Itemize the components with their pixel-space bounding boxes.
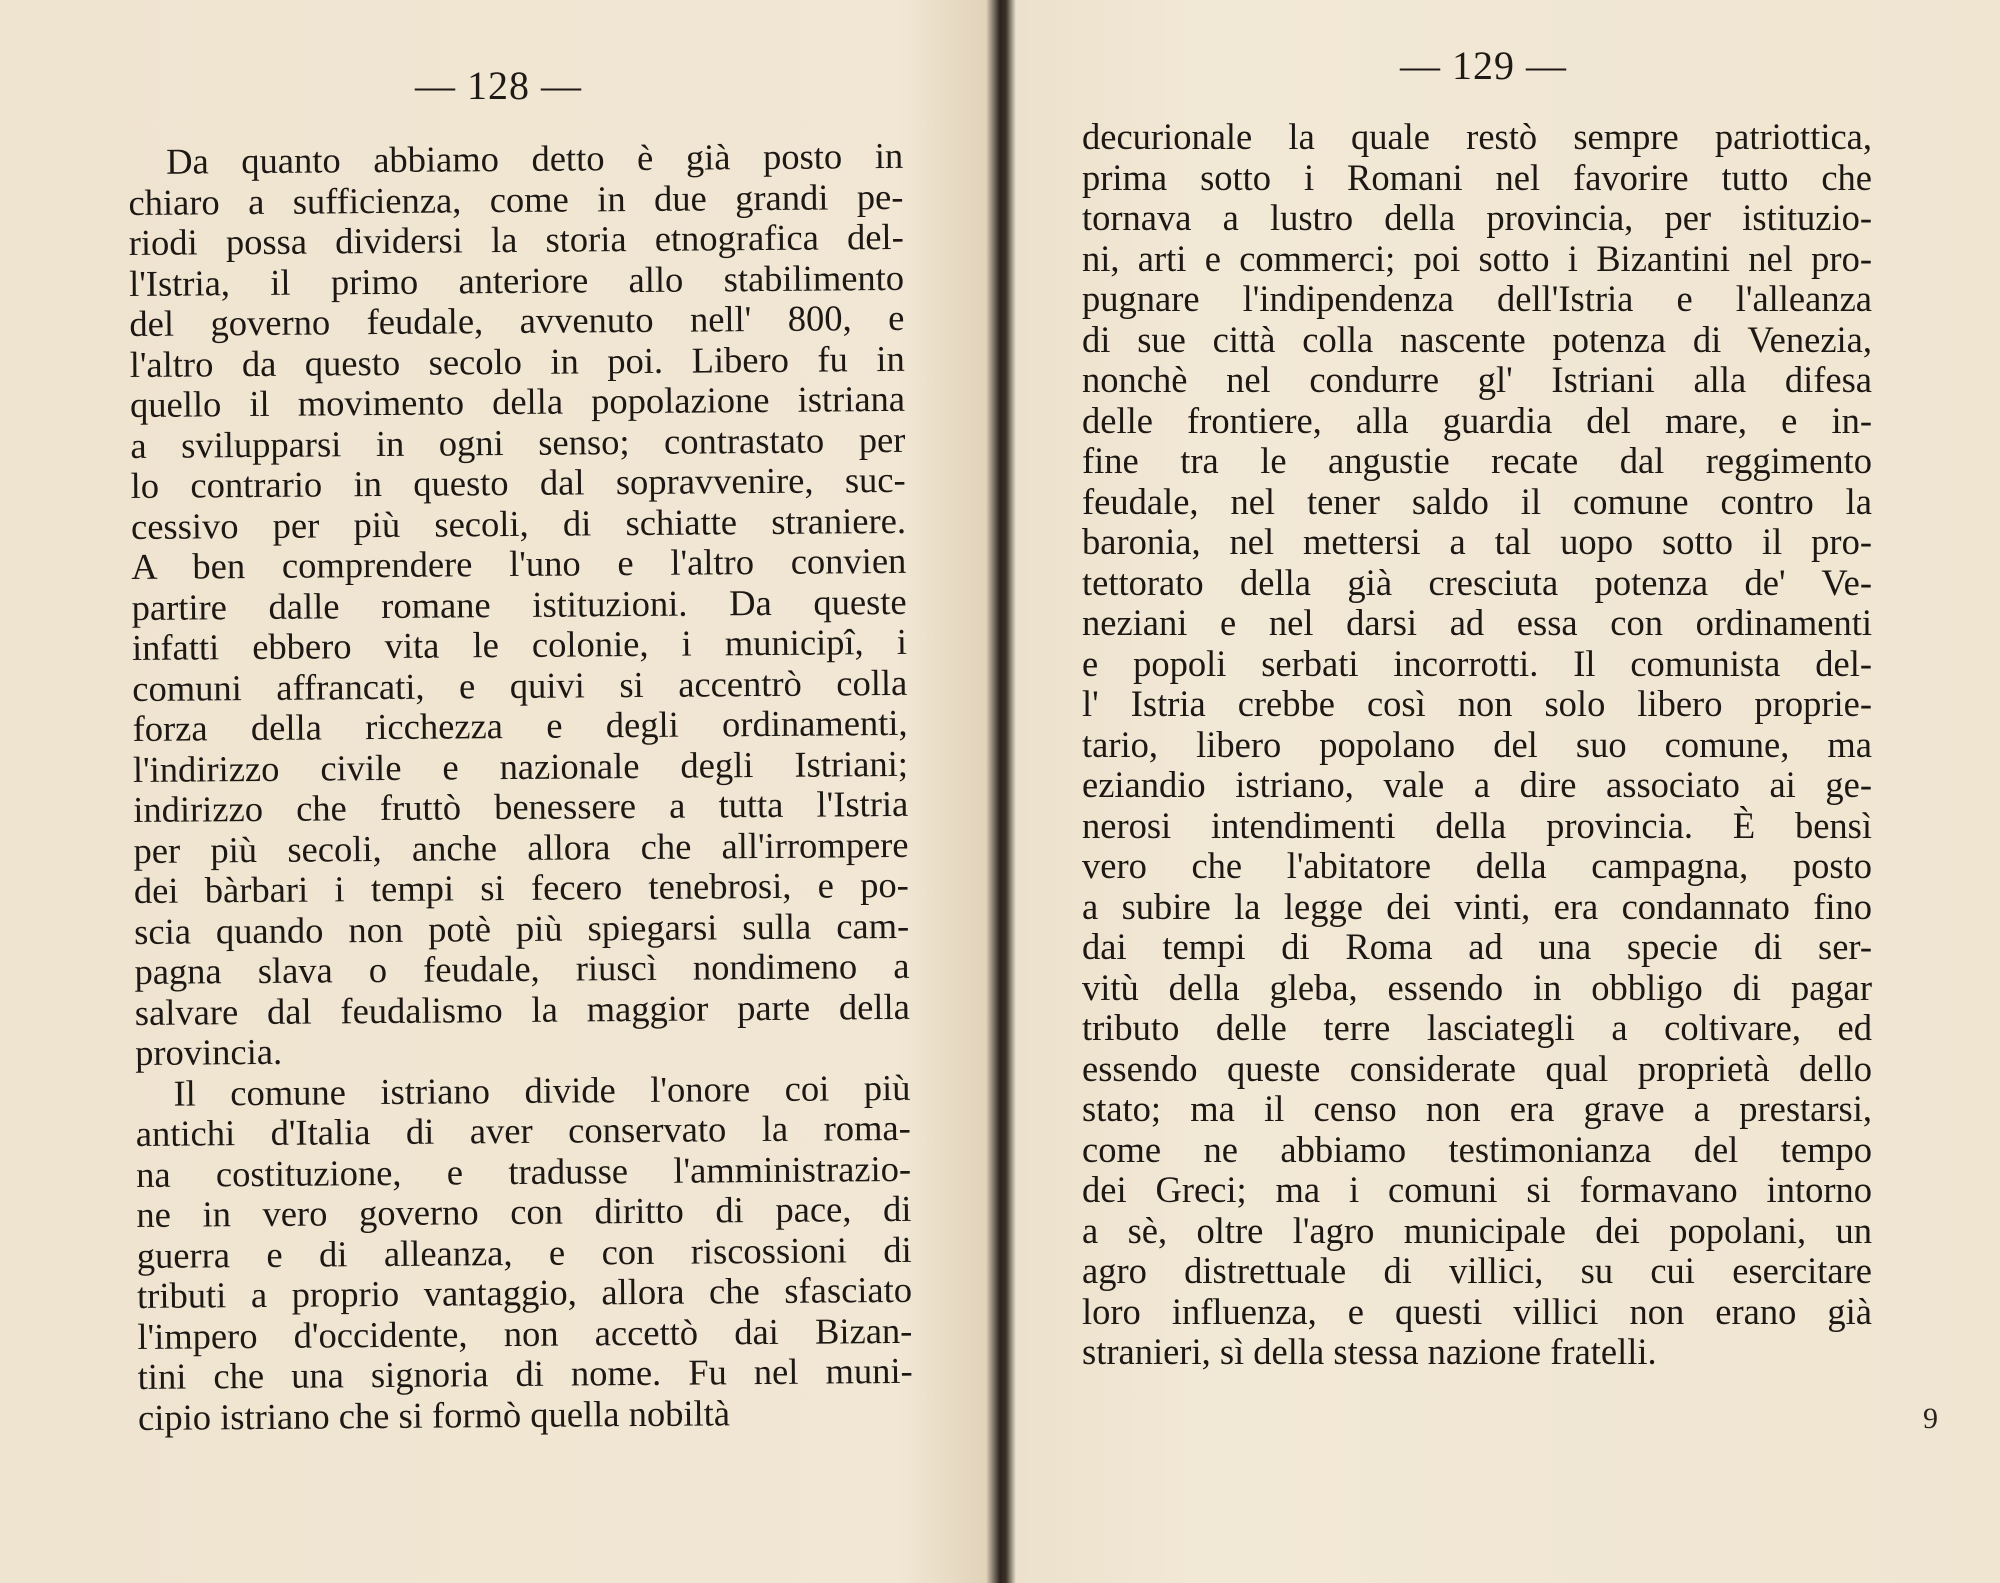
text-line: loro influenza, e questi villici non erano già <box>1082 1290 1872 1332</box>
text-line: antichi d'Italia di aver conservato la roma- <box>135 1106 911 1154</box>
text-line: l'impero d'occidente, non accettò dai Bizan- <box>137 1309 913 1357</box>
text-line: del governo feudale, avvenuto nell' 800, e <box>129 296 905 344</box>
text-line: partire dalle romane istituzioni. Da queste <box>131 580 907 628</box>
text-line: provincia. <box>134 1030 283 1073</box>
text-line: e popoli serbati incorrotti. Il comunista del- <box>1082 642 1872 684</box>
text-line: agro distrettuale di villici, su cui esercitare <box>1082 1250 1872 1291</box>
text-line: forza della ricchezza e degli ordinamenti, <box>132 701 908 749</box>
text-line: per più secoli, anche allora che all'irrompere <box>133 823 909 871</box>
text-line: tributi a proprio vantaggio, allora che sfasciato <box>136 1268 913 1316</box>
text-line: a subire la legge dei vinti, era condannato fino <box>1082 885 1872 927</box>
text-line: Il comune istriano divide l'onore coi più <box>173 1066 911 1114</box>
text-line: di sue città colla nascente potenza di Venezia, <box>1082 318 1872 360</box>
text-line: l' Istria crebbe così non solo libero proprie- <box>1082 683 1872 724</box>
text-line: essendo queste considerate qual proprietà dello <box>1082 1047 1872 1089</box>
text-line: stranieri, sì della stessa nazione fratelli. <box>1082 1331 1657 1372</box>
text-line: tornava a lustro della provincia, per istituzio- <box>1082 197 1872 238</box>
text-line: nerosi intendimenti della provincia. È bensì <box>1082 804 1872 846</box>
text-line: tributo delle terre lasciategli a coltivare, ed <box>1082 1007 1872 1048</box>
text-line: l'indirizzo civile e nazionale degli Istriani; <box>132 742 909 790</box>
text-line: cessivo per più secoli, di schiatte straniere. <box>130 499 907 547</box>
text-line: tario, libero popolano del suo comune, ma <box>1082 723 1872 765</box>
text-line: l'altro da questo secolo in poi. Libero fu in <box>129 337 905 385</box>
body-text <box>1082 117 1872 1373</box>
page-number: — 129 — <box>1400 43 1567 88</box>
body-text <box>128 136 913 1438</box>
text-line: lo contrario in questo dal sopravvenire, suc- <box>130 458 906 506</box>
text-line: ni, arti e commerci; poi sotto i Bizantini nel pro- <box>1082 237 1872 279</box>
text-line: quello il movimento della popolazione istriana <box>129 377 906 425</box>
text-line: nonchè nel condurre gl' Istriani alla difesa <box>1082 359 1872 400</box>
text-line: tettorato della già cresciuta potenza de' Ve- <box>1082 561 1872 603</box>
text-line: riodi possa dividersi la storia etnografica del- <box>128 215 904 263</box>
text-line: feudale, nel tener saldo il comune contro la <box>1082 480 1872 522</box>
text-line: na costituzione, e tradusse l'amministrazio- <box>135 1147 912 1195</box>
text-line: salvare dal feudalismo la maggior parte della <box>134 985 910 1033</box>
text-line: Da quanto abbiamo detto è già posto in <box>165 134 904 182</box>
text-line: vero che l'abitatore della campagna, posto <box>1082 845 1872 886</box>
text-line: A ben comprendere l'uno e l'altro convien <box>131 539 907 587</box>
text-line: dei bàrbari i tempi si fecero tenebrosi, e po- <box>133 863 910 911</box>
text-line: pagna slava o feudale, riuscì nondimeno a <box>134 944 910 992</box>
text-line: pugnare l'indipendenza dell'Istria e l'alleanza <box>1082 278 1872 319</box>
text-line: chiaro a sufficienza, come in due grandi pe- <box>128 175 904 223</box>
text-line: baronia, nel mettersi a tal uopo sotto il pro- <box>1082 521 1872 562</box>
text-line: tini che una signoria di nome. Fu nel muni- <box>137 1349 913 1397</box>
text-line: a svilupparsi in ogni senso; contrastato per <box>130 418 906 466</box>
text-line: come ne abbiamo testimonianza del tempo <box>1082 1128 1872 1170</box>
text-line: dei Greci; ma i comuni si formavano intorno <box>1082 1169 1872 1210</box>
text-line: decurionale la quale restò sempre patriottica, <box>1082 116 1872 157</box>
text-line: scia quando non potè più spiegarsi sulla cam- <box>134 904 910 952</box>
page-number: — 128 — <box>415 63 582 108</box>
text-line: ne in vero governo con diritto di pace, di <box>136 1187 912 1235</box>
text-line: guerra e di alleanza, e con riscossioni di <box>136 1228 912 1276</box>
text-line: stato; ma il censo non era grave a prestarsi, <box>1082 1088 1872 1129</box>
text-line: fine tra le angustie recate dal reggimento <box>1082 440 1872 481</box>
text-line: eziandio istriano, vale a dire associato ai ge- <box>1082 764 1872 805</box>
text-line: cipio istriano che si formò quella nobiltà <box>137 1391 731 1438</box>
text-line: infatti ebbero vita le colonie, i municipî, i <box>131 620 908 668</box>
text-line: indirizzo che fruttò benessere a tutta l'Istria <box>133 782 909 830</box>
left-page <box>0 0 990 1583</box>
text-line: delle frontiere, alla guardia del mare, e in- <box>1082 399 1872 441</box>
text-line: l'Istria, il primo anteriore allo stabilimento <box>128 256 905 304</box>
signature-mark: 9 <box>1923 1402 1938 1435</box>
text-line: neziani e nel darsi ad essa con ordinamenti <box>1082 602 1872 643</box>
text-line: dai tempi di Roma ad una specie di ser- <box>1082 926 1872 967</box>
text-line: comuni affrancati, e quivi si accentrò colla <box>132 661 908 709</box>
text-line: vitù della gleba, essendo in obbligo di pagar <box>1082 966 1872 1008</box>
text-line: prima sotto i Romani nel favorire tutto che <box>1082 156 1872 198</box>
right-page <box>1020 0 2000 1583</box>
text-line: a sè, oltre l'agro municipale dei popolani, un <box>1082 1209 1872 1251</box>
